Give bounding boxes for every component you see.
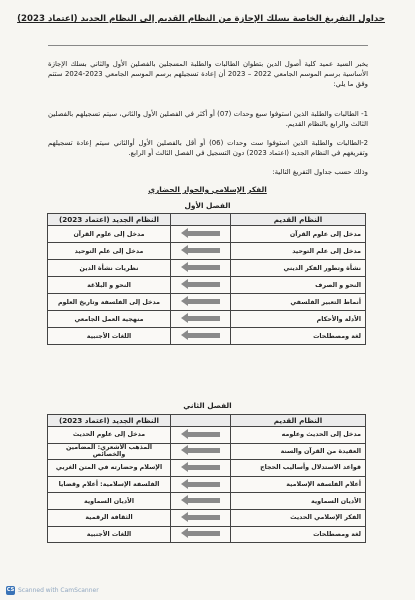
rule-1-paragraph: 1- الطالبات والطلبة الذين استوفوا سبع وحدات (07) أو أكثر في الفصلين الأول والثاني، سيتم تسجيلهم بالفصلين الثالث والرابع بالنظام القديم.: [48, 110, 368, 129]
table-row: [48, 509, 366, 526]
mapping-arrow-cell: [171, 476, 231, 493]
old-course: نشأة وتطور الفكر الديني: [231, 260, 366, 277]
left-arrow-icon: [188, 333, 220, 338]
mapping-arrow-cell: [171, 509, 231, 526]
scanner-watermark-text: Scanned with CamScanner: [18, 587, 99, 594]
mapping-arrow-cell: [171, 226, 231, 243]
table-row: [48, 460, 366, 477]
new-course: نظريات نشأة الدين: [48, 260, 171, 277]
old-course: مدخل إلى الحديث وعلومه: [231, 427, 366, 444]
mapping-arrow-cell: [171, 294, 231, 311]
old-course: النحو و الصرف: [231, 277, 366, 294]
new-course: اللغات الأجنبية: [48, 328, 171, 345]
old-course: الفكر الإسلامي الحديث: [231, 509, 366, 526]
left-arrow-icon: [188, 231, 220, 236]
col-arrow-header: [171, 214, 231, 226]
new-course: الفلسفة الإسلامية: أعلام وقضايا: [48, 476, 171, 493]
left-arrow-icon: [188, 432, 220, 437]
old-course: مدخل إلى علوم القرآن: [231, 226, 366, 243]
intro-paragraph: يخبر السيد عميد كلية أصول الدين بتطوان الطالبات والطلبة المسجلين بالفصلين الأول والثاني بسلك الإجازة الأساسية برسم الموسم الجامعي 2022 – 2023 أن إعادة تسجيلهم برسم الموسم الجامعي 2023-2024 ستتم وفق ما يلي:: [48, 60, 369, 89]
left-arrow-icon: [188, 299, 220, 304]
new-course: مدخل إلى الفلسفة وتاريخ العلوم: [48, 294, 171, 311]
new-course: اللغات الأجنبية: [48, 526, 171, 543]
mapping-arrow-cell: [171, 277, 231, 294]
table-row: [48, 526, 366, 543]
old-course: أعلام الفلسفة الإسلامية: [231, 476, 366, 493]
left-arrow-icon: [188, 498, 220, 503]
left-arrow-icon: [188, 282, 220, 287]
title-divider: [48, 45, 368, 46]
table-row: [48, 493, 366, 510]
new-course: منهجية العمل الجامعي: [48, 311, 171, 328]
new-course: المذهب الأشعري: المضامين والخصائص: [48, 443, 171, 460]
col-new-header: النظام الجديد (اعتماد 2023): [48, 415, 171, 427]
table-row: [48, 277, 366, 294]
new-course: الأديان السماوية: [48, 493, 171, 510]
left-arrow-icon: [188, 316, 220, 321]
left-arrow-icon: [188, 482, 220, 487]
mapping-arrow-cell: [171, 243, 231, 260]
left-arrow-icon: [188, 448, 220, 453]
table-header-row: [48, 415, 366, 427]
old-course: العقيدة من القرآن والسنة: [231, 443, 366, 460]
mapping-arrow-cell: [171, 493, 231, 510]
mapping-arrow-cell: [171, 328, 231, 345]
semester-1-heading: الفصل الأول: [184, 201, 231, 210]
table-row: [48, 260, 366, 277]
col-old-header: النظام القديم: [231, 214, 366, 226]
new-course: مدخل إلى علوم القرآن: [48, 226, 171, 243]
table-row: [48, 427, 366, 444]
mapping-arrow-cell: [171, 460, 231, 477]
module-heading: الفكر الإسلامي والحوار الحضاري: [148, 185, 267, 194]
mapping-arrow-cell: [171, 443, 231, 460]
table-row: [48, 294, 366, 311]
col-arrow-header: [171, 415, 231, 427]
left-arrow-icon: [188, 465, 220, 470]
table-row: [48, 443, 366, 460]
left-arrow-icon: [188, 531, 220, 536]
col-new-header: النظام الجديد (اعتماد 2023): [48, 214, 171, 226]
old-course: مدخل إلى علم التوحيد: [231, 243, 366, 260]
old-course: لغة ومصطلحات: [231, 328, 366, 345]
old-course: أنماط التعبير الفلسفي: [231, 294, 366, 311]
new-course: مدخل إلى علم التوحيد: [48, 243, 171, 260]
old-course: قواعد الاستدلال وأساليب الحجاج: [231, 460, 366, 477]
semester-1-table: [47, 213, 366, 345]
old-course: لغة ومصطلحات: [231, 526, 366, 543]
mapping-arrow-cell: [171, 427, 231, 444]
left-arrow-icon: [188, 265, 220, 270]
rule-2-paragraph: 2-الطالبات والطلبة الذين استوفوا ست وحدات (06) أو أقل بالفصلين الأول أوالثاني سيتم إعادة تسجيلهم وتفريغهم في النظام الجديد (اعتماد 2023) دون التسجيل في الفصل الثالث أو الرابع.: [48, 139, 368, 158]
left-arrow-icon: [188, 515, 220, 520]
semester-2-table: [47, 414, 366, 543]
tables-intro-paragraph: وذلك حسب جداول التفريغ التالية:: [272, 168, 368, 176]
new-course: النحو و البلاغة: [48, 277, 171, 294]
col-old-header: النظام القديم: [231, 415, 366, 427]
table-row: [48, 243, 366, 260]
mapping-arrow-cell: [171, 260, 231, 277]
new-course: الثقافة الرقمية: [48, 509, 171, 526]
document-title: جداول التفريغ الخاصة بسلك الإجازة من النظام القديم إلى النظام الجديد (اعتماد 2023): [17, 14, 385, 24]
left-arrow-icon: [188, 248, 220, 253]
table-row: [48, 476, 366, 493]
table-header-row: [48, 214, 366, 226]
scanner-watermark: [6, 586, 99, 595]
table-row: [48, 311, 366, 328]
semester-2-heading: الفصل الثاني: [183, 401, 232, 410]
new-course: مدخل إلى علوم الحديث: [48, 427, 171, 444]
mapping-arrow-cell: [171, 311, 231, 328]
old-course: الأدلة والأحكام: [231, 311, 366, 328]
camscanner-logo-icon: CS: [6, 587, 15, 593]
new-course: الإسلام وحضارته في المتن الغربي: [48, 460, 171, 477]
mapping-arrow-cell: [171, 526, 231, 543]
table-row: [48, 226, 366, 243]
table-row: [48, 328, 366, 345]
old-course: الأديان السماوية: [231, 493, 366, 510]
